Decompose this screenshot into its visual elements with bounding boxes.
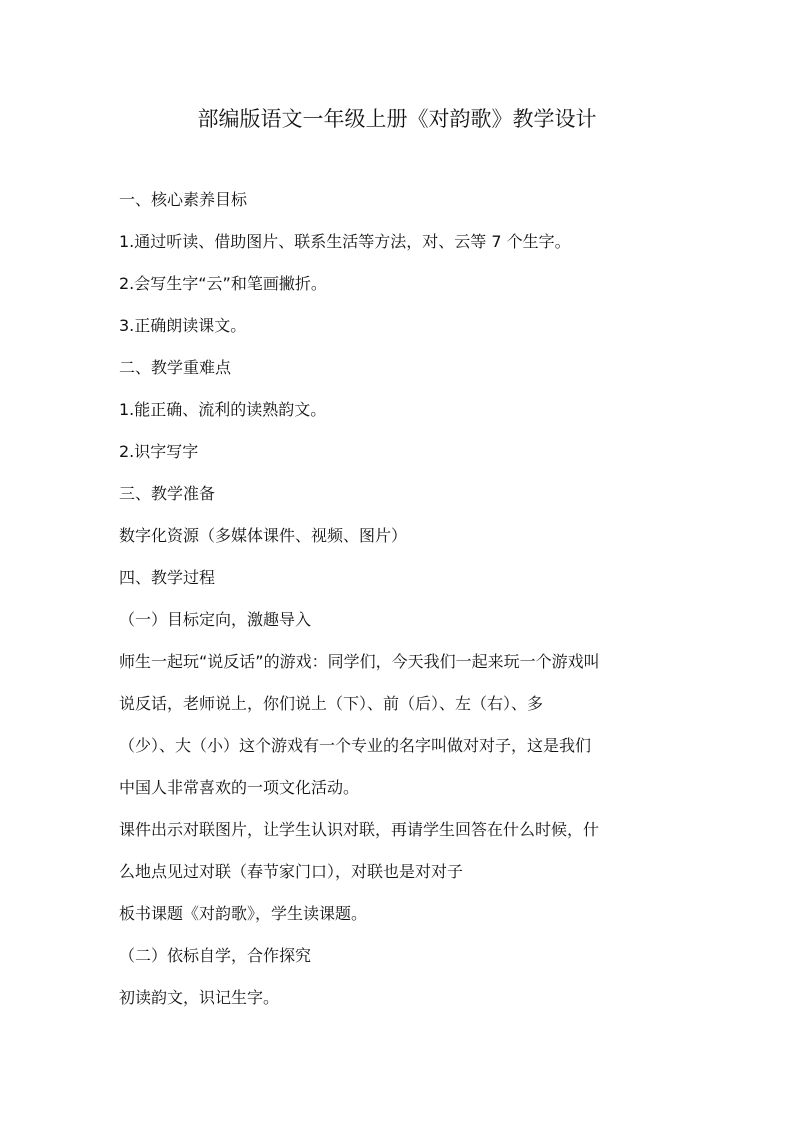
section-heading-process: 四、教学过程 <box>119 568 216 587</box>
section-heading-goals: 一、核心素养目标 <box>119 190 248 209</box>
paragraph-line: 师生一起玩“说反话”的游戏：同学们，今天我们一起来玩一个游戏叫 <box>119 652 600 671</box>
section-heading-preparation: 三、教学准备 <box>119 484 216 503</box>
section-heading-difficulties: 二、教学重难点 <box>119 358 232 377</box>
paragraph-line: 2.识字写字 <box>119 442 199 461</box>
paragraph-line: 中国人非常喜欢的一项文化活动。 <box>119 778 360 797</box>
document-title: 部编版语文一年级上册《对韵歌》教学设计 <box>197 107 597 131</box>
paragraph-line: 3.正确朗读课文。 <box>119 316 247 335</box>
paragraph-line: 说反话，老师说上，你们说上（下）、前（后）、左（右）、多 <box>119 694 544 713</box>
paragraph-line: 板书课题《对韵歌》，学生读课题。 <box>119 904 368 923</box>
paragraph-line: 2.会写生字“云”和笔画撇折。 <box>119 274 327 293</box>
paragraph-line: 课件出示对联图片，让学生认识对联，再请学生回答在什么时候，什 <box>119 820 600 839</box>
paragraph-line: 初读韵文，识记生字。 <box>119 988 280 1007</box>
subsection-heading: （二）依标自学，合作探究 <box>119 946 312 965</box>
paragraph-line: 1.能正确、流利的读熟韵文。 <box>119 400 327 419</box>
paragraph-line: 数字化资源（多媒体课件、视频、图片） <box>119 526 408 545</box>
paragraph-line: （少）、大（小）这个游戏有一个专业的名字叫做对对子，这是我们 <box>119 736 592 755</box>
paragraph-line: 么地点见过对联（春节家门口），对联也是对对子 <box>119 862 464 881</box>
subsection-heading: （一）目标定向，激趣导入 <box>119 610 312 629</box>
paragraph-line: 1.通过听读、借助图片、联系生活等方法，对、云等 7 个生字。 <box>119 232 571 251</box>
